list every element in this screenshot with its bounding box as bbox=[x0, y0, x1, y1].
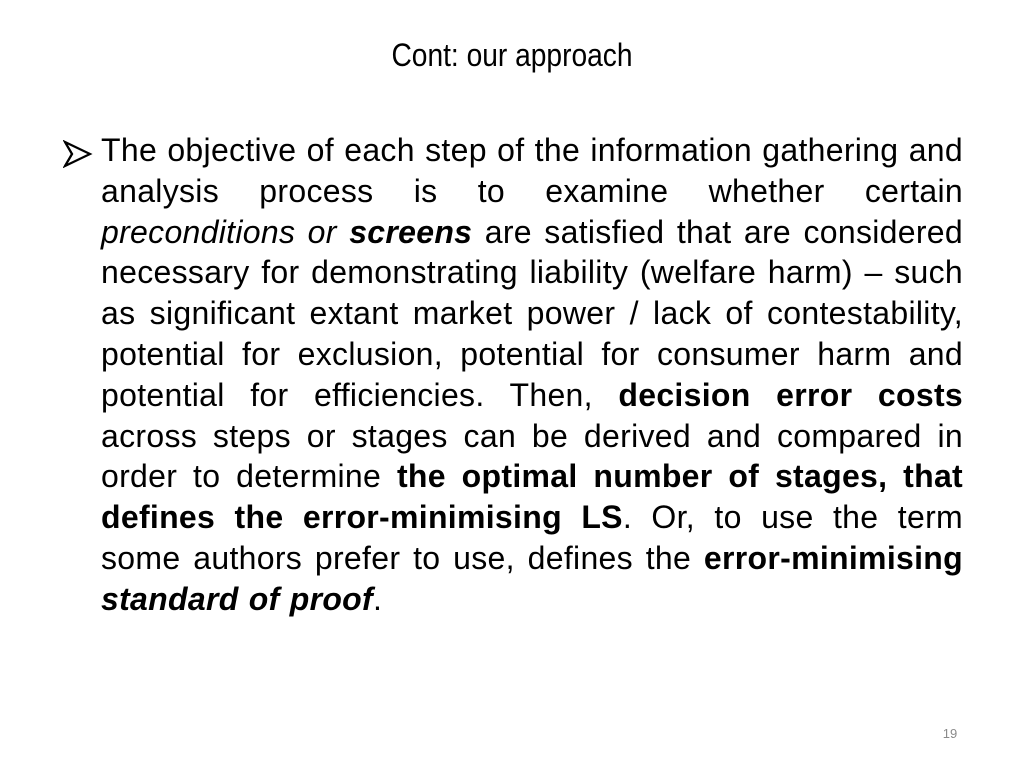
page-number: 19 bbox=[942, 726, 958, 741]
paragraph-run: across steps or stages can be derived and compared in order to determine bbox=[101, 417, 963, 495]
slide-title: Cont: our approach bbox=[391, 37, 633, 73]
bullet-paragraph bbox=[101, 130, 963, 620]
paragraph-run: . bbox=[372, 580, 383, 617]
paragraph-run-bold: error-minimising bbox=[703, 539, 963, 576]
paragraph-run: The objective of each step of the information gathering and analysis process is to examine whether certain bbox=[101, 132, 963, 209]
paragraph-run-italic: preconditions or bbox=[101, 213, 350, 250]
paragraph-run-bold: the optimal number of stages, that defines the error-minimising LS bbox=[101, 458, 964, 536]
arrowhead-bullet-icon bbox=[63, 140, 93, 168]
paragraph-run: are satisfied that are considered necessary for demonstrating liability (welfare harm) – such as significant extant market power / lack of contestability, potential for exclusion, potential for consumer harm and potential for efficiencies. Then, bbox=[101, 213, 963, 413]
paragraph-run-bold: decision error costs bbox=[618, 376, 963, 413]
paragraph-run: . Or, to use the term some authors prefer to use, defines the bbox=[101, 499, 963, 576]
paragraph-run-bold-italic: screens bbox=[349, 213, 473, 250]
paragraph-run-bold-italic: standard of proof bbox=[101, 580, 373, 617]
